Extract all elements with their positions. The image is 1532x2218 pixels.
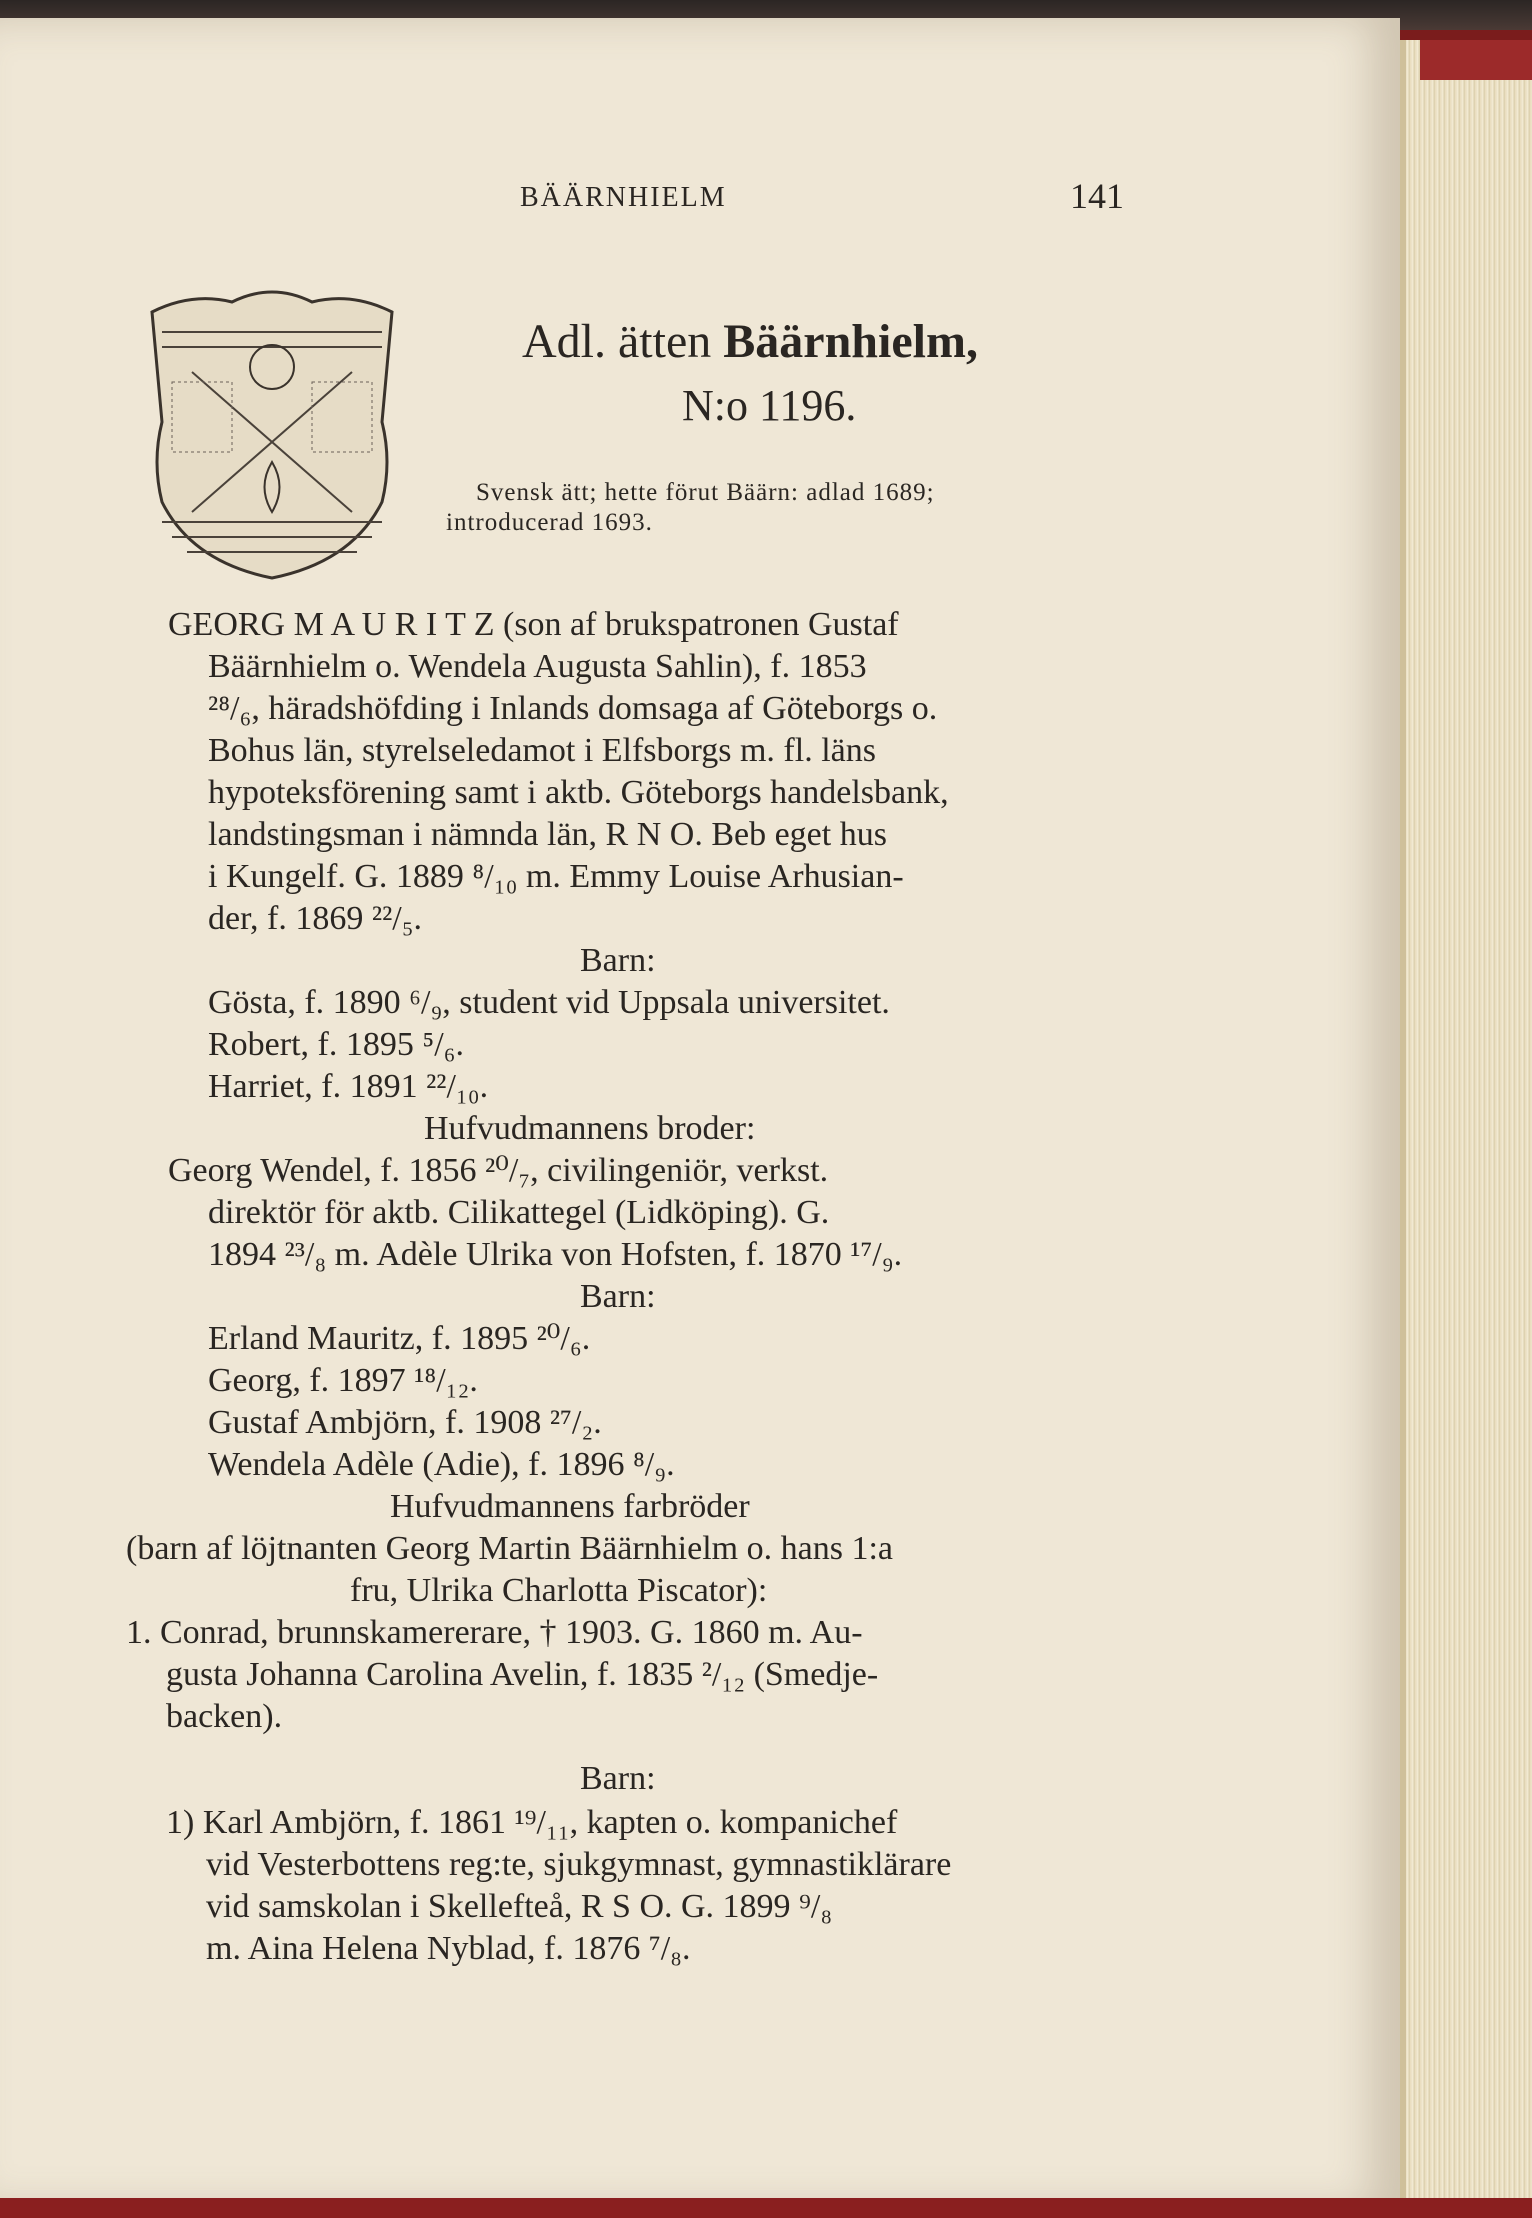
text-line: landstingsman i nämnda län, R N O. Beb eget hus (208, 816, 887, 853)
text-line: hypoteksförening samt i aktb. Göteborgs handelsbank, (208, 774, 949, 811)
text-line: der, f. 1869 ²²/₅. (208, 900, 423, 937)
running-title: BÄÄRNHIELM (520, 182, 727, 213)
text-line: vid samskolan i Skellefteå, R S O. G. 1899 ⁹/₈ (206, 1888, 833, 1925)
text-line: Georg, f. 1897 ¹⁸/₁₂. (208, 1362, 478, 1399)
text-line: direktör för aktb. Cilikattegel (Lidköping). G. (208, 1194, 830, 1231)
text-line: fru, Ulrika Charlotta Piscator): (350, 1572, 768, 1609)
text-line: GEORG M A U R I T Z (son af brukspatronen Gustaf (168, 606, 899, 643)
text-line: backen). (166, 1698, 283, 1735)
text-line: Bäärnhielm o. Wendela Augusta Sahlin), f. 1853 (208, 648, 867, 685)
text-line: Erland Mauritz, f. 1895 ²⁰/₆. (208, 1320, 591, 1357)
family-number: N:o 1196. (682, 381, 857, 430)
family-title: Adl. ätten Bäärnhielm, (522, 315, 978, 368)
binding-corner (1420, 40, 1532, 80)
origin-line-2: introducerad 1693. (446, 509, 653, 536)
scan-bottom-border (0, 2198, 1532, 2218)
section-heading: Barn: (580, 942, 656, 979)
page-edges (1400, 40, 1532, 2200)
text-line: 1894 ²³/₈ m. Adèle Ulrika von Hofsten, f. 1870 ¹⁷/₉. (208, 1236, 903, 1273)
text-line: Bohus län, styrelseledamot i Elfsborgs m. fl. läns (208, 732, 876, 769)
text-line: m. Aina Helena Nyblad, f. 1876 ⁷/₈. (206, 1930, 691, 1967)
text-line: Gösta, f. 1890 ⁶/₉, student vid Uppsala universitet. (208, 984, 890, 1021)
text-line: (barn af löjtnanten Georg Martin Bäärnhielm o. hans 1:a (126, 1530, 893, 1567)
text-line: Georg Wendel, f. 1856 ²⁰/₇, civilingeniör, verkst. (168, 1152, 829, 1189)
origin-line-1: Svensk ätt; hette förut Bäärn: adlad 1689; (476, 479, 935, 506)
text-line: Harriet, f. 1891 ²²/₁₀. (208, 1068, 489, 1105)
text-line: i Kungelf. G. 1889 ⁸/₁₀ m. Emmy Louise Arhusian- (208, 858, 904, 895)
section-heading: Hufvudmannens farbröder (390, 1488, 750, 1525)
family-name: Bäärnhielm, (723, 315, 978, 368)
section-heading: Barn: (580, 1278, 656, 1315)
page-number: 141 (1070, 176, 1124, 216)
text-line: 1. Conrad, brunnskamererare, † 1903. G. 1860 m. Au- (126, 1614, 863, 1651)
text-line: ²⁸/₆, häradshöfding i Inlands domsaga af Göteborgs o. (208, 690, 938, 727)
coat-of-arms-icon (132, 272, 412, 584)
text-line: 1) Karl Ambjörn, f. 1861 ¹⁹/₁₁, kapten o. kompanichef (166, 1804, 898, 1841)
text-line: vid Vesterbottens reg:te, sjukgymnast, gymnastiklärare (206, 1846, 952, 1883)
text-line: Wendela Adèle (Adie), f. 1896 ⁸/₉. (208, 1446, 675, 1483)
text-line: gusta Johanna Carolina Avelin, f. 1835 ²/₁₂ (Smedje- (166, 1656, 879, 1693)
text-line: Gustaf Ambjörn, f. 1908 ²⁷/₂. (208, 1404, 602, 1441)
section-heading: Hufvudmannens broder: (424, 1110, 756, 1147)
text-line: Robert, f. 1895 ⁵/₆. (208, 1026, 465, 1063)
section-heading: Barn: (580, 1760, 656, 1797)
